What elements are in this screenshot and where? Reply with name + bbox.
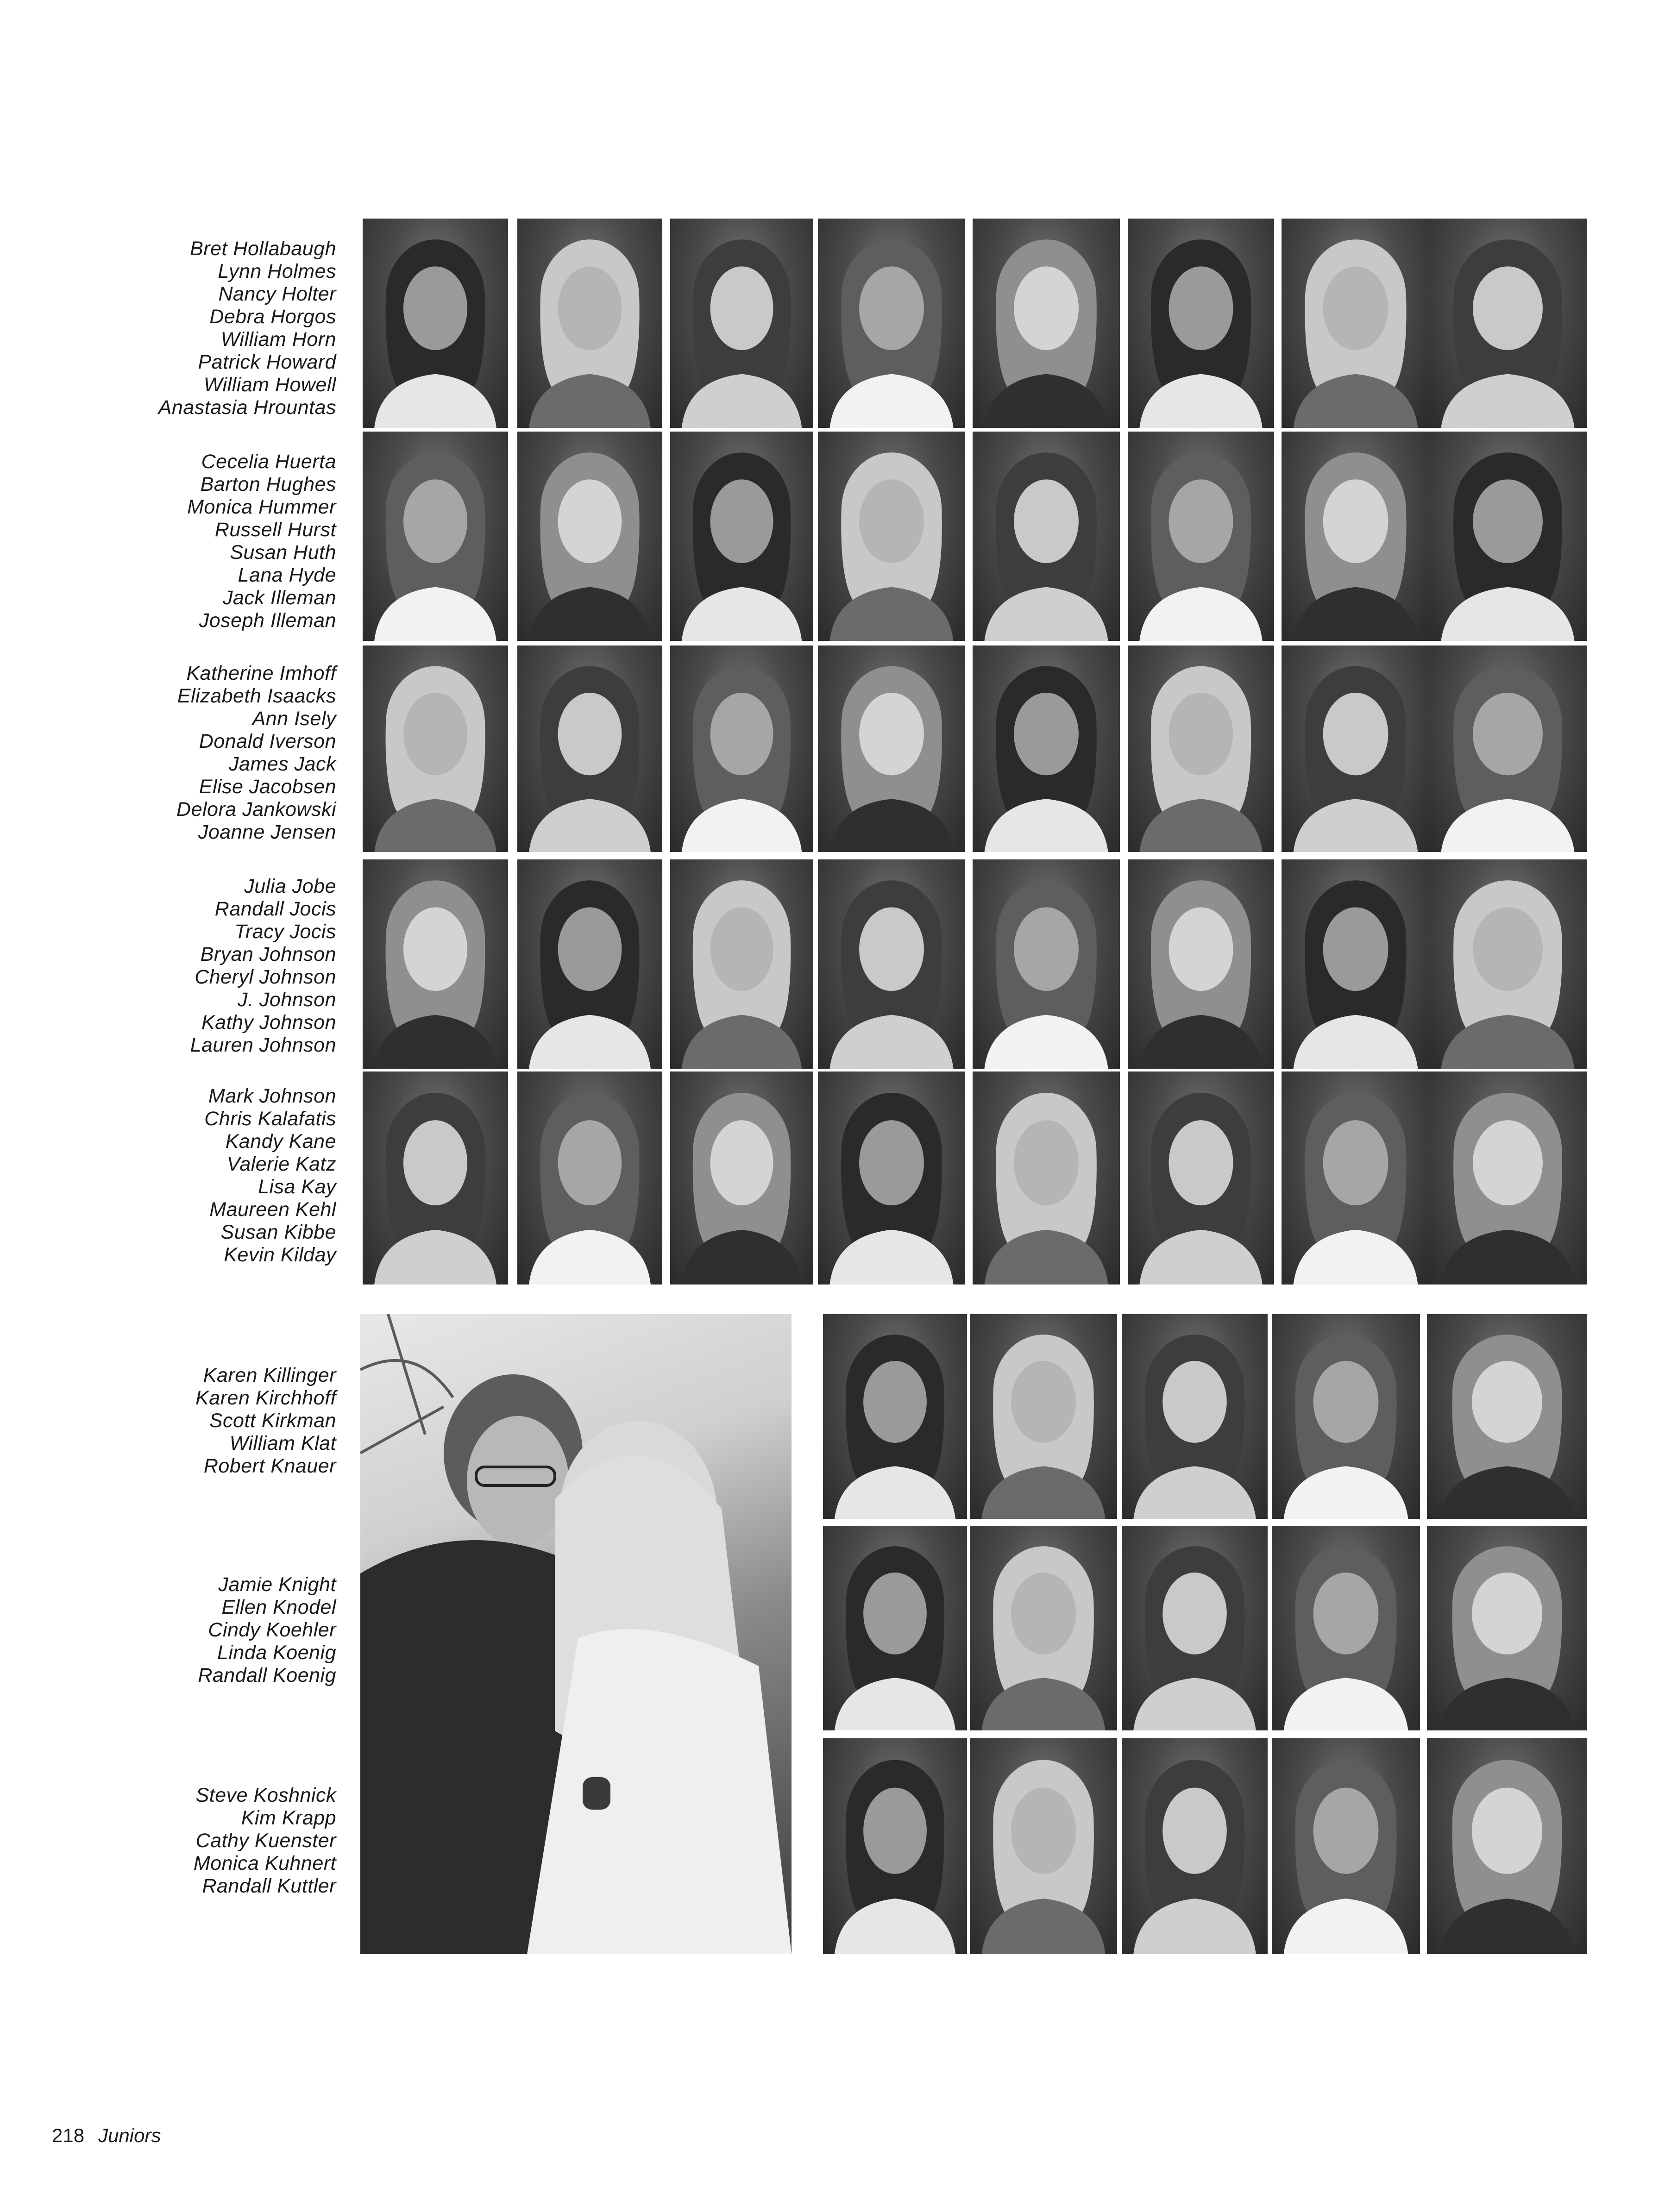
portrait-photo (973, 859, 1120, 1069)
student-name: Susan Huth (230, 541, 336, 564)
portrait-photo (973, 1072, 1120, 1285)
name-list (195, 1364, 336, 1478)
portrait-photo (363, 432, 508, 641)
portrait-photo (1428, 859, 1587, 1069)
portrait-photo (973, 219, 1120, 428)
student-name: Patrick Howard (198, 351, 336, 373)
portrait-photo (517, 1072, 662, 1285)
student-name: Delora Jankowski (176, 798, 336, 821)
student-name: Maureen Kehl (209, 1198, 336, 1221)
portrait-photo (670, 219, 813, 428)
portrait-photo (1128, 1072, 1274, 1285)
portrait-photo (363, 1072, 508, 1285)
portrait-photo (1128, 859, 1274, 1069)
student-name: Robert Knauer (203, 1455, 336, 1477)
portrait-photo (1427, 1314, 1587, 1519)
student-name: Debra Horgos (209, 306, 336, 328)
student-name: William Klat (229, 1432, 336, 1454)
student-name: Karen Kirchhoff (195, 1387, 336, 1409)
name-list (176, 662, 336, 844)
name-list (198, 1573, 336, 1687)
portrait-photo (1282, 645, 1430, 852)
student-name: Monica Hummer (187, 496, 336, 518)
name-list (194, 1784, 336, 1898)
student-name: Russell Hurst (214, 519, 336, 541)
student-name: Lynn Holmes (218, 260, 336, 282)
student-name: Katherine Imhoff (186, 662, 336, 684)
student-name: Susan Kibbe (220, 1221, 336, 1243)
student-name: Bret Hollabaugh (190, 238, 336, 260)
section-label: Juniors (98, 2124, 161, 2146)
student-name: Karen Killinger (203, 1364, 336, 1386)
portrait-photo (818, 859, 965, 1069)
student-name: Cindy Koehler (208, 1619, 336, 1641)
student-name: Randall Koenig (198, 1664, 336, 1686)
portrait-photo (818, 219, 965, 428)
student-name: Jamie Knight (218, 1573, 336, 1596)
portrait-photo (1128, 645, 1274, 852)
portrait-photo (363, 645, 508, 852)
portrait-photo (517, 859, 662, 1069)
portrait-photo (1122, 1738, 1268, 1954)
student-name: Mark Johnson (208, 1085, 336, 1107)
student-name: Valerie Katz (226, 1153, 336, 1175)
portrait-photo (1272, 1738, 1420, 1954)
student-name: Ann Isely (252, 708, 336, 730)
portrait-photo (1128, 432, 1274, 641)
student-name: Randall Jocis (214, 898, 336, 920)
portrait-photo (970, 1314, 1117, 1519)
portrait-photo (1282, 219, 1430, 428)
portrait-photo (973, 645, 1120, 852)
portrait-photo (670, 432, 813, 641)
student-name: William Horn (220, 328, 336, 351)
student-name: Elise Jacobsen (199, 776, 336, 798)
student-name: William Howell (203, 374, 336, 396)
student-name: Lauren Johnson (190, 1034, 336, 1056)
portrait-photo (517, 432, 662, 641)
student-name: Julia Jobe (244, 875, 336, 897)
portrait-photo (973, 432, 1120, 641)
student-name: Cecelia Huerta (201, 451, 336, 473)
portrait-photo (1122, 1526, 1268, 1730)
student-name: Joanne Jensen (198, 821, 336, 843)
student-name: Barton Hughes (200, 473, 336, 495)
portrait-photo (970, 1738, 1117, 1954)
student-name: Elizabeth Isaacks (177, 685, 336, 707)
student-name: Cheryl Johnson (195, 966, 336, 988)
portrait-photo (517, 645, 662, 852)
student-name: Randall Kuttler (202, 1875, 336, 1897)
portrait-photo (1282, 432, 1430, 641)
student-name: Linda Koenig (217, 1642, 336, 1664)
portrait-photo (363, 859, 508, 1069)
portrait-photo (1428, 219, 1587, 428)
portrait-photo (823, 1738, 967, 1954)
student-name: Kathy Johnson (201, 1011, 336, 1034)
portrait-photo (1282, 1072, 1430, 1285)
student-name: J. Johnson (238, 989, 336, 1011)
student-name: Tracy Jocis (234, 921, 336, 943)
portrait-photo (517, 219, 662, 428)
portrait-photo (1128, 219, 1274, 428)
portrait-photo (1272, 1526, 1420, 1730)
portrait-photo (818, 645, 965, 852)
page-folio (52, 2124, 161, 2147)
portrait-photo (818, 432, 965, 641)
student-name: Bryan Johnson (200, 943, 336, 965)
portrait-photo (1282, 859, 1430, 1069)
name-list (204, 1085, 336, 1266)
portrait-photo (1428, 645, 1587, 852)
page-number: 218 (52, 2124, 85, 2146)
student-name: Lisa Kay (258, 1176, 336, 1198)
student-name: Anastasia Hrountas (158, 396, 336, 419)
student-name: Lana Hyde (238, 564, 336, 586)
portrait-photo (823, 1526, 967, 1730)
name-list (187, 451, 336, 632)
student-name: Joseph Illeman (199, 609, 336, 632)
student-name: Cathy Kuenster (195, 1830, 336, 1852)
portrait-photo (1427, 1526, 1587, 1730)
portrait-photo (363, 219, 508, 428)
portrait-photo (1272, 1314, 1420, 1519)
student-name: Monica Kuhnert (193, 1852, 336, 1874)
student-name: Kandy Kane (225, 1130, 336, 1153)
student-name: Jack Illeman (223, 587, 336, 609)
student-name: Kim Krapp (241, 1807, 336, 1829)
student-name: Ellen Knodel (221, 1596, 336, 1618)
portrait-photo (1427, 1738, 1587, 1954)
portrait-photo (670, 645, 813, 852)
student-name: Steve Koshnick (195, 1784, 336, 1806)
candid-photo (360, 1314, 792, 1954)
portrait-photo (1428, 432, 1587, 641)
portrait-photo (1428, 1072, 1587, 1285)
student-name: Nancy Holter (218, 283, 336, 305)
student-name: Donald Iverson (199, 730, 336, 752)
student-name: Chris Kalafatis (204, 1108, 336, 1130)
portrait-photo (670, 859, 813, 1069)
student-name: Scott Kirkman (209, 1410, 336, 1432)
portrait-photo (670, 1072, 813, 1285)
name-list (190, 875, 336, 1057)
name-list (158, 238, 336, 419)
student-name: James Jack (228, 753, 336, 775)
student-name: Kevin Kilday (224, 1244, 336, 1266)
portrait-photo (970, 1526, 1117, 1730)
portrait-photo (818, 1072, 965, 1285)
portrait-photo (823, 1314, 967, 1519)
portrait-photo (1122, 1314, 1268, 1519)
